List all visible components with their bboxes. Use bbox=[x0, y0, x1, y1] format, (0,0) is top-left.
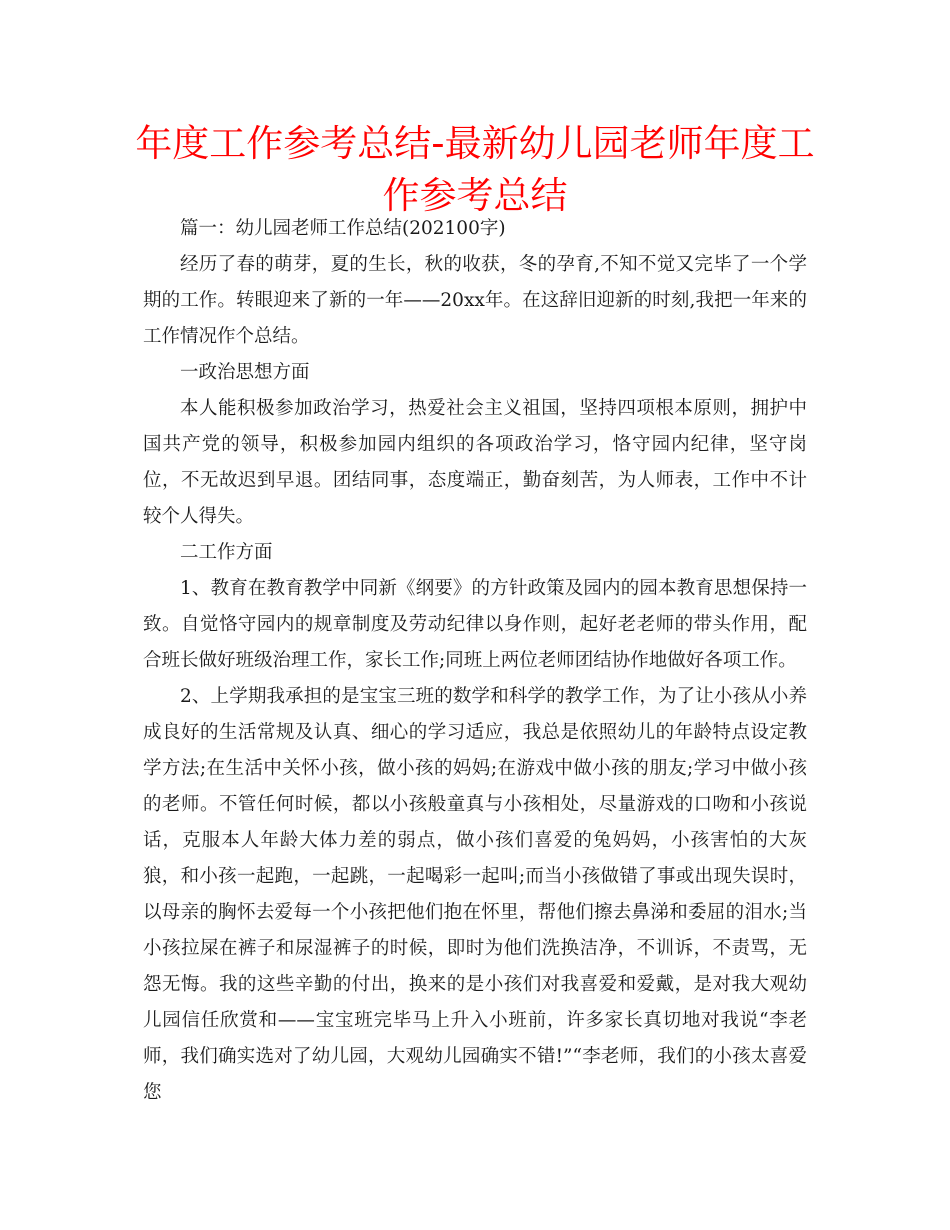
paragraph-heading-part-one: 篇一：幼儿园老师工作总结(202100字) bbox=[180, 218, 506, 239]
section-heading-politics: 一政治思想方面 bbox=[180, 362, 310, 383]
paragraph-work-2: 2、上学期我承担的是宝宝三班的数学和科学的教学工作，为了让小孩从小养成良好的生活常规及认真、细心的学习适应，我总是依照幼儿的年龄特点设定教学方法;在生活中关怀小孩，做小孩的妈妈;在游戏中做小孩的朋友;学习中做小孩的老师。不管任何时候，都以小孩般童真与小孩相处，尽量游戏的口吻和小孩说话，克服本人年龄大体力差的弱点，做小孩们喜爱的兔妈妈，小孩害怕的大灰狼，和小孩一起跑，一起跳，一起喝彩一起叫;而当小孩做错了事或出现失误时，以母亲的胸怀去爱每一个小孩把他们抱在怀里，帮他们擦去鼻涕和委屈的泪水;当小孩拉屎在裤子和尿湿裤子的时候，即时为他们洗换洁净，不训诉，不责骂，无怨无悔。我的这些辛勤的付出，换来的是小孩们对我喜爱和爱戴，是对我大观幼儿园信任欣赏和——宝宝班完毕马上升入小班前，许多家长真切地对我说“李老师，我们确实选对了幼儿园，大观幼儿园确实不错!”“李老师，我们的小孩太喜爱您 bbox=[143, 686, 807, 1103]
document-title: 年度工作参考总结-最新幼儿园老师年度工作参考总结 bbox=[135, 122, 815, 217]
section-heading-work: 二工作方面 bbox=[180, 542, 273, 563]
paragraph-intro: 经历了春的萌芽，夏的生长，秋的收获，冬的孕育,不知不觉又完毕了一个学期的工作。转眼迎来了新的一年——20xx年。在这辞旧迎新的时刻,我把一年来的工作情况作个总结。 bbox=[143, 254, 807, 347]
paragraph-politics: 本人能积极参加政治学习，热爱社会主义祖国，坚持四项根本原则，拥护中国共产党的领导，积极参加园内组织的各项政治学习，恪守园内纪律，坚守岗位，不无故迟到早退。团结同事，态度端正，勤奋刻苦，为人师表，工作中不计较个人得失。 bbox=[143, 398, 807, 527]
document-body bbox=[143, 211, 807, 1111]
paragraph-work-1: 1、教育在教育教学中同新《纲要》的方针政策及园内的园本教育思想保持一致。自觉恪守园内的规章制度及劳动纪律以身作则，起好老老师的带头作用，配合班长做好班级治理工作，家长工作;同班上两位老师团结协作地做好各项工作。 bbox=[143, 578, 807, 671]
